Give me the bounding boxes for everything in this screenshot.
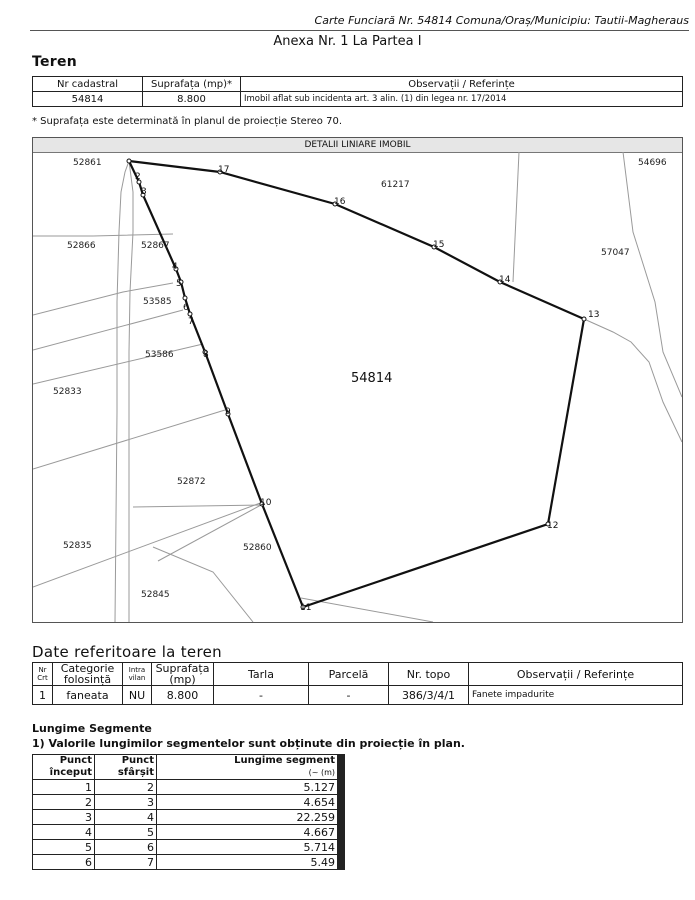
- table-edge: [338, 825, 345, 840]
- col-lungime-label: Lungime segment: [234, 755, 335, 766]
- segment-row: [33, 840, 345, 855]
- intravilan-value: NU: [123, 686, 152, 705]
- segmente-header-row: [33, 755, 345, 780]
- boundary-line: [623, 152, 682, 397]
- segment-row: [33, 825, 345, 840]
- nr-topo-value: 386/3/4/1: [389, 686, 469, 705]
- teren-table: [32, 76, 683, 107]
- col-nr-topo: Nr. topo: [389, 663, 469, 686]
- neighbor-label: 52866: [67, 241, 96, 251]
- observatii-value: Imobil aflat sub incidenta art. 3 alin. (1) din legea nr. 17/2014: [241, 92, 683, 107]
- vertex-marker: [582, 317, 586, 321]
- segment-row: [33, 780, 345, 795]
- table-edge: [338, 855, 345, 870]
- segment-end: 6: [95, 840, 157, 855]
- segmente-subtitle: 1) Valorile lungimilor segmentelor sunt obținute din proiecție în plan.: [32, 737, 465, 750]
- point-label: 13: [588, 310, 600, 320]
- point-label: 3: [141, 187, 147, 197]
- col-categorie: Categorie folosință: [53, 663, 123, 686]
- col-suprafata-mp: Suprafața (mp): [152, 663, 214, 686]
- point-label: 15: [433, 240, 445, 250]
- segment-start: 1: [33, 780, 95, 795]
- table-edge: [338, 810, 345, 825]
- point-label: 16: [334, 197, 346, 207]
- teren-row: [33, 92, 683, 107]
- neighbor-label: 54696: [638, 158, 667, 168]
- segment-end: 4: [95, 810, 157, 825]
- point-label: 12: [547, 521, 559, 531]
- neighbor-label: 57047: [601, 248, 630, 258]
- point-label: 10: [260, 498, 272, 508]
- suprafata-value: 8.800: [143, 92, 241, 107]
- teren-title: Teren: [32, 54, 78, 70]
- segment-row: [33, 855, 345, 870]
- tarla-value: -: [214, 686, 309, 705]
- neighbor-label: 53585: [143, 297, 172, 307]
- table-edge: [338, 755, 345, 780]
- col-intravilan: Intra vilan: [123, 663, 152, 686]
- nr-crt-value: 1: [33, 686, 53, 705]
- date-ref-header-row: [33, 663, 683, 686]
- parcel-number-label: 54814: [351, 371, 393, 386]
- segment-end: 7: [95, 855, 157, 870]
- segment-start: 5: [33, 840, 95, 855]
- point-label: 11: [300, 603, 312, 613]
- vertex-marker: [183, 296, 187, 300]
- point-label: 4: [172, 262, 178, 272]
- point-label: 14: [499, 275, 511, 285]
- parcel-map: [32, 137, 683, 623]
- nr-cadastral-value: 54814: [33, 92, 143, 107]
- segment-length: 5.714: [157, 840, 338, 855]
- col-obs-ref: Observații / Referințe: [469, 663, 683, 686]
- neighbor-label: 52835: [63, 541, 92, 551]
- col-punct-sfarsit: Punct sfârșit: [95, 755, 157, 780]
- point-label: 17: [218, 165, 230, 175]
- map-drawing: [33, 152, 682, 622]
- vertex-marker: [127, 159, 131, 163]
- segment-length: 4.667: [157, 825, 338, 840]
- segment-start: 4: [33, 825, 95, 840]
- boundary-line: [129, 161, 133, 622]
- neighbor-label: 61217: [381, 180, 410, 190]
- segment-length: 5.127: [157, 780, 338, 795]
- segment-row: [33, 810, 345, 825]
- boundary-line: [33, 344, 203, 384]
- map-title: DETALII LINIARE IMOBIL: [33, 138, 682, 153]
- col-parcela: Parcelă: [309, 663, 389, 686]
- boundary-line: [133, 505, 261, 507]
- col-lungime: [157, 755, 338, 780]
- segment-length: 22.259: [157, 810, 338, 825]
- date-ref-row: [33, 686, 683, 705]
- point-label: 6: [183, 303, 189, 313]
- boundary-line: [153, 547, 253, 622]
- obs-ref-value: Fanete impadurite: [469, 686, 683, 705]
- col-suprafata: Suprafața (mp)*: [143, 77, 241, 92]
- segment-start: 3: [33, 810, 95, 825]
- segment-start: 2: [33, 795, 95, 810]
- boundary-line: [33, 310, 183, 350]
- categorie-value: faneata: [53, 686, 123, 705]
- table-edge: [338, 840, 345, 855]
- col-lungime-unit: (~ (m): [308, 768, 335, 777]
- segment-row: [33, 795, 345, 810]
- date-ref-table: [32, 662, 683, 705]
- point-label: 8: [203, 350, 209, 360]
- point-label: 2: [135, 172, 141, 182]
- point-label: 7: [188, 317, 194, 327]
- neighbor-label: 53586: [145, 350, 174, 360]
- boundary-line: [584, 319, 682, 442]
- col-observatii: Observații / Referințe: [241, 77, 683, 92]
- segment-end: 5: [95, 825, 157, 840]
- anexa-title: Anexa Nr. 1 La Partea I: [273, 34, 422, 49]
- parcela-value: -: [309, 686, 389, 705]
- neighbor-label: 52845: [141, 590, 170, 600]
- segment-end: 3: [95, 795, 157, 810]
- segmente-title: Lungime Segmente: [32, 722, 152, 735]
- segmente-table: [32, 754, 345, 870]
- date-ref-title: Date referitoare la teren: [32, 643, 222, 661]
- col-nr-crt: Nr Crt: [33, 663, 53, 686]
- neighbor-label: 52833: [53, 387, 82, 397]
- neighbor-label: 52872: [177, 477, 206, 487]
- segment-end: 2: [95, 780, 157, 795]
- teren-header-row: [33, 77, 683, 92]
- col-nr-cadastral: Nr cadastral: [33, 77, 143, 92]
- neighbor-label: 52861: [73, 158, 102, 168]
- boundary-line: [33, 234, 173, 236]
- segment-start: 6: [33, 855, 95, 870]
- neighbor-label: 52867: [141, 241, 170, 251]
- suprafata-note: * Suprafața este determinată în planul de proiecție Stereo 70.: [32, 116, 343, 127]
- segment-length: 5.49: [157, 855, 338, 870]
- carte-funciara-header: Carte Funciară Nr. 54814 Comuna/Oraș/Municipiu: Tautii-Magheraus: [314, 14, 689, 27]
- table-edge: [338, 780, 345, 795]
- col-tarla: Tarla: [214, 663, 309, 686]
- neighbor-label: 52860: [243, 543, 272, 553]
- table-edge: [338, 795, 345, 810]
- segment-length: 4.654: [157, 795, 338, 810]
- boundary-line: [513, 152, 519, 282]
- col-punct-inceput: Punct început: [33, 755, 95, 780]
- header-divider: [30, 30, 689, 31]
- point-label: 9: [225, 407, 231, 417]
- boundary-line: [115, 161, 129, 622]
- point-label: 5: [176, 279, 182, 289]
- suprafata-mp-value: 8.800: [152, 686, 214, 705]
